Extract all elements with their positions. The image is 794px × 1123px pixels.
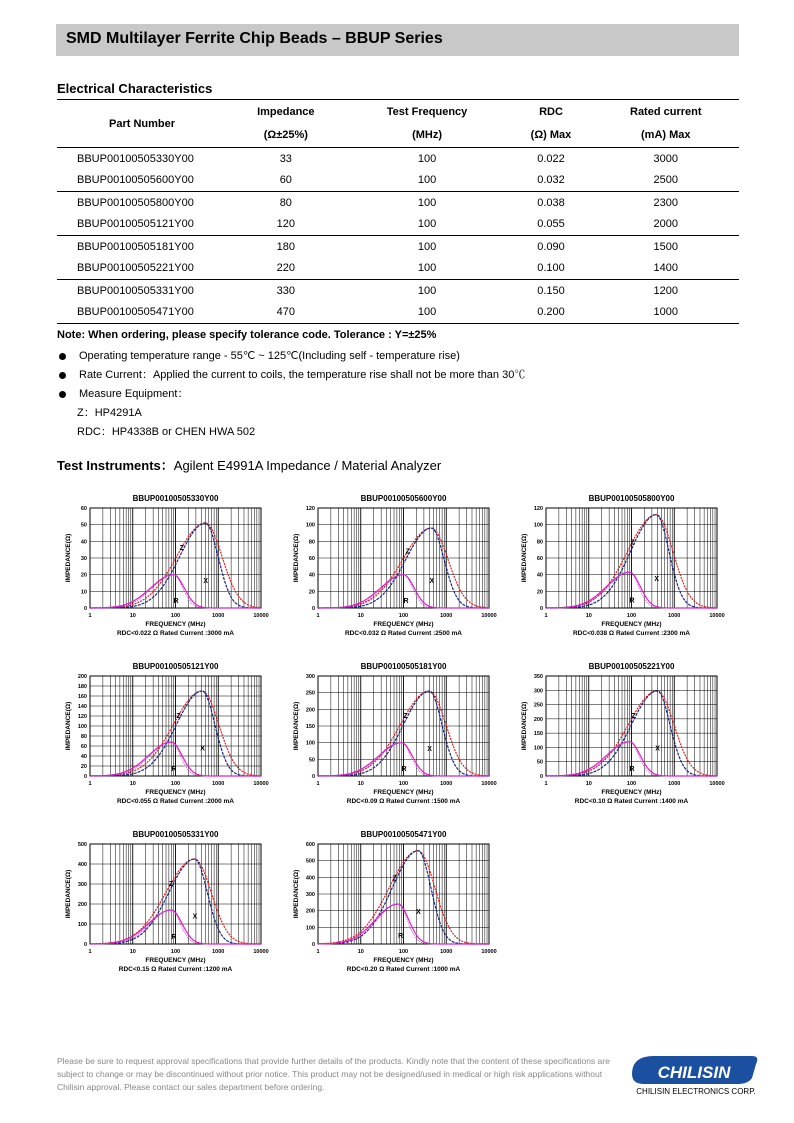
y-tick-label: 60 [80,506,87,512]
chart-caption: RDC<0.09 Ω Rated Current :1500 mA [346,798,461,805]
cell-impedance: 33 [279,152,292,165]
r-curve-label: R [171,765,177,773]
y-tick-label: 300 [533,688,543,695]
y-tick-label: 0 [539,774,543,780]
z-curve-label: Z [403,713,408,721]
cell-rdc: 0.055 [509,214,592,236]
y-tick-label: 400 [77,862,87,868]
x-axis-label: FREQUENCY (MHz) [373,957,434,964]
y-tick-label: 200 [77,674,87,680]
y-tick-label: 300 [77,882,87,888]
logo-corp: CHILISIN ELECTRONICS CORP. [636,1087,756,1096]
z-curve-label: Z [392,875,397,883]
cell-rdc: 0.200 [509,302,592,324]
col-impedance: Impedance [227,100,345,124]
y-tick-label: 300 [305,674,315,680]
x-tick-label: 100 [398,781,409,787]
cell-current: 3000 [653,152,679,165]
r-curve-label: R [403,598,409,605]
y-tick-label: 100 [305,740,315,747]
y-tick-label: 400 [305,875,315,882]
cell-rdc: 0.150 [537,284,565,297]
x-tick-label: 10000 [481,613,497,619]
chart-title: BBUP00100505121Y00 [132,662,219,671]
cell-part-number: BBUP00100505330Y00 [77,152,194,165]
bullet-measure [57,385,747,404]
x-tick-label: 10 [357,949,364,955]
z-curve-label: Z [176,713,181,721]
col-test-frequency: Test Frequency [345,100,510,124]
y-tick-label: 160 [77,694,87,700]
cell-current: 2300 [653,196,679,209]
measure-z: Z：HP4291A [77,407,142,419]
y-tick-label: 350 [533,674,543,680]
z-curve-label: Z [168,881,174,889]
cell-frequency: 100 [417,284,437,297]
x-tick-label: 100 [170,781,181,787]
cell-current: 1400 [593,258,739,280]
cell-part-number: BBUP00100505331Y00 [77,284,194,297]
y-tick-label: 0 [83,942,87,948]
y-tick-label: 30 [80,556,87,562]
y-axis-label: IMPEDANCE(Ω) [293,701,300,751]
r-curve-label: R [173,598,179,605]
bullet-text: Rate Current：Applied the current to coils, the temperature rise shall not be more than 30℃ [79,369,526,381]
chart-title: BBUP00100505600Y00 [360,494,447,503]
cell-impedance: 470 [227,302,345,324]
cell-part-number: BBUP00100505121Y00 [57,214,227,236]
x-tick-label: 100 [170,613,181,619]
y-tick-label: 100 [77,922,87,928]
y-tick-label: 80 [80,734,87,740]
cell-rdc: 0.090 [537,240,565,253]
x-tick-label: 100 [626,613,637,619]
y-tick-label: 120 [77,714,87,720]
x-tick-label: 1000 [668,613,681,619]
cell-frequency: 100 [345,170,510,192]
cell-impedance: 80 [279,196,292,209]
x-tick-label: 10 [357,781,364,787]
y-tick-label: 50 [80,522,87,529]
bullet-text: Measure Equipment： [79,388,189,400]
col-frequency-unit: (MHz) [345,124,510,148]
table-row [57,258,739,280]
x-tick-label: 1000 [440,781,453,787]
chart-BBUP00100505121Y00 [65,662,269,805]
table-row [57,148,739,170]
chart-BBUP00100505330Y00 [65,494,269,637]
chart-BBUP00100505471Y00 [293,830,497,973]
chart-BBUP00100505221Y00 [521,662,725,805]
x-curve-label: X [416,909,421,916]
x-axis-label: FREQUENCY (MHz) [601,621,662,628]
cell-frequency: 100 [345,258,510,280]
y-tick-label: 150 [305,724,315,730]
page-title: SMD Multilayer Ferrite Chip Beads – BBUP Series [66,30,443,47]
chart-BBUP00100505181Y00 [293,662,497,805]
x-tick-label: 10000 [253,613,269,619]
y-tick-label: 0 [311,774,315,780]
y-tick-label: 100 [533,522,543,529]
y-tick-label: 50 [308,757,315,764]
bullet-text: Operating temperature range - 55℃ ~ 125℃(Including self - temperature rise) [79,350,460,362]
header-bar [56,24,739,56]
cell-frequency: 100 [345,214,510,236]
x-tick-label: 10 [129,781,136,787]
col-rdc: RDC [509,100,592,124]
chart-caption: RDC<0.022 Ω Rated Current :3000 mA [116,630,235,637]
y-tick-label: 0 [539,606,543,612]
table-row [57,302,739,324]
r-curve-label: R [629,597,635,605]
x-tick-label: 1 [544,613,548,619]
electrical-table [57,99,739,324]
y-tick-label: 60 [536,556,543,562]
x-axis-label: FREQUENCY (MHz) [373,621,434,628]
y-tick-label: 10 [80,589,87,596]
y-tick-label: 20 [80,764,87,770]
chart-caption: RDC<0.032 Ω Rated Current :2500 mA [344,630,463,637]
r-curve-label: R [171,933,177,941]
x-curve-label: X [203,578,209,585]
cell-current: 2000 [593,214,739,236]
chart-caption: RDC<0.10 Ω Rated Current :1400 mA [574,798,689,805]
y-axis-label: IMPEDANCE(Ω) [65,869,72,919]
y-tick-label: 20 [536,589,543,596]
x-curve-label: X [200,745,205,753]
table-row [57,192,739,214]
y-tick-label: 20 [80,572,87,579]
z-curve-label: Z [405,548,410,556]
chart-title: BBUP00100505330Y00 [132,494,219,503]
col-rated-current: Rated current [593,100,739,124]
cell-current: 1000 [593,302,739,324]
y-tick-label: 100 [305,522,315,529]
y-tick-label: 200 [533,716,543,723]
y-tick-label: 80 [536,539,543,546]
y-tick-label: 300 [305,892,315,898]
x-tick-label: 1 [88,613,92,619]
x-tick-label: 10000 [481,949,497,955]
section-title: Electrical Characteristics [57,81,213,96]
cell-frequency: 100 [417,240,437,253]
x-tick-label: 10000 [709,613,725,619]
x-tick-label: 10 [129,613,136,619]
y-tick-label: 200 [305,707,315,714]
ordering-note: Note: When ordering, please specify tolerance code. Tolerance : Y=±25% [57,329,437,341]
x-curve-label: X [427,746,432,753]
x-tick-label: 1 [88,949,92,955]
y-tick-label: 50 [536,759,543,766]
cell-part-number: BBUP00100505600Y00 [57,170,227,192]
x-tick-label: 1000 [212,949,225,955]
y-tick-label: 100 [305,925,315,932]
x-tick-label: 1000 [212,613,225,619]
x-tick-label: 10 [585,781,592,787]
instruments-label: Test Instruments： [57,458,174,473]
x-tick-label: 1 [316,613,320,619]
cell-rdc: 0.022 [537,152,565,165]
cell-part-number: BBUP00100505221Y00 [57,258,227,280]
z-curve-label: Z [630,539,635,547]
y-tick-label: 150 [533,731,543,738]
y-tick-label: 180 [77,684,87,690]
table-row [57,214,739,236]
cell-impedance: 120 [227,214,345,236]
x-tick-label: 1000 [212,781,225,787]
y-tick-label: 500 [77,842,87,848]
chart-BBUP00100505331Y00 [65,830,269,973]
y-tick-label: 120 [533,506,543,512]
x-tick-label: 10000 [481,781,497,787]
chart-caption: RDC<0.20 Ω Rated Current :1000 mA [346,966,461,973]
col-part-number: Part Number [57,100,227,148]
chart-BBUP00100505800Y00 [521,494,725,637]
y-axis-label: IMPEDANCE(Ω) [521,533,528,583]
x-tick-label: 100 [398,949,409,955]
x-tick-label: 10000 [709,781,725,787]
x-tick-label: 100 [170,949,181,955]
y-tick-label: 80 [308,539,315,546]
y-tick-label: 40 [80,539,87,546]
cell-impedance: 330 [276,284,295,297]
chart-title: BBUP00100505331Y00 [132,830,219,839]
cell-part-number: BBUP00100505800Y00 [77,196,194,209]
x-tick-label: 1 [316,781,320,787]
cell-impedance: 220 [227,258,345,280]
x-tick-label: 100 [626,781,637,787]
x-curve-label: X [655,745,660,753]
y-tick-label: 100 [533,745,543,752]
impedance-charts [0,488,794,988]
cell-rdc: 0.032 [509,170,592,192]
cell-part-number: BBUP00100505471Y00 [57,302,227,324]
y-tick-label: 250 [305,690,315,697]
table-row [57,170,739,192]
y-tick-label: 600 [305,842,315,848]
y-tick-label: 40 [308,572,315,579]
x-tick-label: 10000 [253,949,269,955]
cell-current: 1200 [653,284,679,297]
x-curve-label: X [429,578,435,585]
cell-frequency: 100 [417,152,437,165]
y-tick-label: 100 [77,724,87,730]
y-tick-label: 60 [308,556,315,562]
x-curve-label: X [654,576,660,584]
y-axis-label: IMPEDANCE(Ω) [521,701,528,751]
z-curve-label: Z [631,713,636,721]
test-instruments [57,455,441,474]
x-tick-label: 10000 [253,781,269,787]
table-row [57,236,739,258]
x-axis-label: FREQUENCY (MHz) [373,789,434,796]
x-axis-label: FREQUENCY (MHz) [145,621,206,628]
y-tick-label: 20 [308,589,315,596]
bullet-rate-current [57,366,747,385]
r-curve-label: R [401,766,407,773]
chart-caption: RDC<0.055 Ω Rated Current :2000 mA [116,798,235,805]
cell-current: 2500 [593,170,739,192]
chart-title: BBUP00100505181Y00 [360,662,447,671]
cell-frequency: 100 [345,302,510,324]
x-tick-label: 10 [357,613,364,619]
x-axis-label: FREQUENCY (MHz) [145,789,206,796]
y-tick-label: 200 [77,902,87,908]
x-tick-label: 1000 [440,613,453,619]
y-tick-label: 250 [533,702,543,709]
y-tick-label: 140 [77,704,87,710]
logo-word: CHILISIN [657,1063,731,1082]
r-curve-label: R [629,765,635,773]
cell-rdc: 0.038 [537,196,565,209]
y-tick-label: 0 [311,942,315,948]
col-current-unit: (mA) Max [593,124,739,148]
x-tick-label: 1000 [440,949,453,955]
y-tick-label: 200 [305,908,315,915]
table-row [57,280,739,302]
x-tick-label: 10 [585,613,592,619]
x-tick-label: 1000 [668,781,681,787]
x-tick-label: 100 [398,613,409,619]
z-curve-label: Z [179,545,184,553]
x-tick-label: 10 [129,949,136,955]
x-tick-label: 1 [544,781,548,787]
y-tick-label: 0 [83,606,87,612]
x-curve-label: X [192,913,198,921]
cell-impedance: 180 [276,240,295,253]
y-tick-label: 60 [80,744,87,750]
col-rdc-unit: (Ω) Max [509,124,592,148]
y-tick-label: 40 [536,572,543,579]
y-tick-label: 0 [83,774,87,780]
cell-frequency: 100 [417,196,437,209]
chart-title: BBUP00100505471Y00 [360,830,447,839]
y-tick-label: 0 [311,606,315,612]
notes [57,329,747,442]
cell-impedance: 60 [227,170,345,192]
cell-rdc: 0.100 [509,258,592,280]
chart-BBUP00100505600Y00 [293,494,497,637]
cell-current: 1500 [653,240,679,253]
instruments-text: Agilent E4991A Impedance / Material Analyzer [173,458,442,473]
x-axis-label: FREQUENCY (MHz) [601,789,662,796]
chart-caption: RDC<0.15 Ω Rated Current :1200 mA [118,966,233,973]
y-axis-label: IMPEDANCE(Ω) [65,701,72,751]
y-axis-label: IMPEDANCE(Ω) [293,869,300,919]
bullet-dot [59,353,66,360]
chart-caption: RDC<0.038 Ω Rated Current :2300 mA [572,630,691,637]
chart-title: BBUP00100505800Y00 [588,494,675,503]
x-axis-label: FREQUENCY (MHz) [145,957,206,964]
y-axis-label: IMPEDANCE(Ω) [65,533,72,583]
cell-part-number: BBUP00100505181Y00 [77,240,194,253]
y-tick-label: 500 [305,858,315,865]
bullet-dot [59,391,66,398]
x-tick-label: 1 [88,781,92,787]
x-tick-label: 1 [316,949,320,955]
y-axis-label: IMPEDANCE(Ω) [293,533,300,583]
bullet-dot [59,372,66,379]
y-tick-label: 120 [305,506,315,512]
measure-rdc: RDC：HP4338B or CHEN HWA 502 [77,426,256,438]
bullet-temperature [57,347,747,366]
y-tick-label: 40 [80,754,87,760]
col-impedance-unit: (Ω±25%) [227,124,345,148]
footer-disclaimer: Please be sure to request approval specifications that provide further details of the products. Kindly note that the content of these specifications are subject to change or may be discontinued without prior notice. This product may not be designed/used in medical or high risk applications without Chilisin approval. Please contact our sales department before ordering. [57,1056,610,1092]
r-curve-label: R [398,933,404,940]
chart-title: BBUP00100505221Y00 [588,662,675,671]
chilisin-logo [624,1048,764,1096]
